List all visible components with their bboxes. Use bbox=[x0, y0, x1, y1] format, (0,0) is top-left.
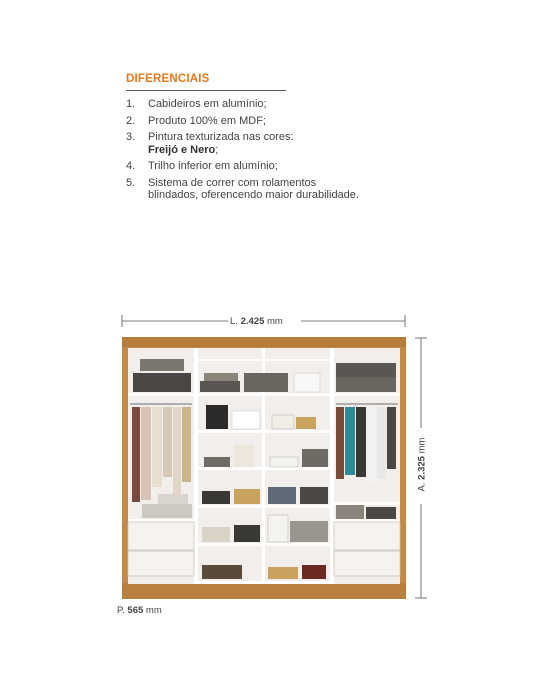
feature-text: Trilho inferior em alumínio; bbox=[148, 160, 278, 172]
feature-item: 4. Trilho inferior em alumínio; bbox=[126, 160, 278, 172]
section-title: DIFERENCIAIS bbox=[126, 73, 210, 85]
height-label: A. 2.325 mm bbox=[416, 437, 428, 492]
feature-text: Pintura texturizada nas cores: bbox=[148, 131, 294, 143]
feature-item: 2. Produto 100% em MDF; bbox=[126, 114, 266, 127]
features-list bbox=[126, 98, 366, 206]
title-underline bbox=[126, 90, 286, 91]
wardrobe-illustration bbox=[122, 337, 406, 599]
width-label: L. 2.425 mm bbox=[230, 316, 283, 327]
feature-item: 3. Pintura texturizada nas cores: Freijó e Nero; bbox=[126, 131, 294, 156]
feature-text: Produto 100% em MDF; bbox=[148, 114, 266, 127]
feature-text: Cabideiros em alumínio; bbox=[148, 98, 267, 110]
depth-label: P. 565 mm bbox=[117, 605, 162, 616]
feature-item: 5. Sistema de correr com rolamentos blindados, oferencendo maior durabilidade. bbox=[126, 176, 359, 201]
feature-item: 1. Cabideiros em alumínio; bbox=[126, 98, 267, 110]
feature-bold-text: Freijó e Nero bbox=[148, 143, 216, 156]
feature-text: Sistema de correr com rolamentos blindados, oferencendo maior durabilidade. bbox=[148, 176, 359, 201]
